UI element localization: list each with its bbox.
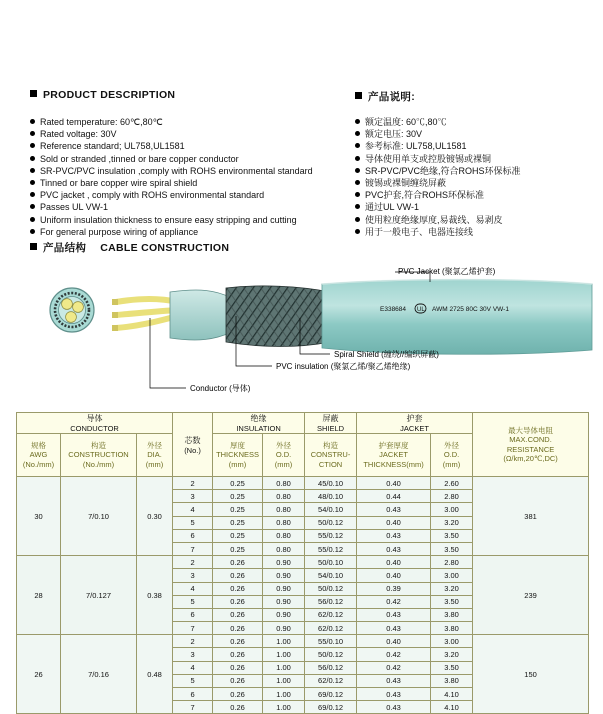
round-bullet-icon [355, 192, 360, 197]
cell-resistance: 381 [473, 477, 589, 556]
cell-jacket-od: 3.20 [431, 648, 473, 661]
round-bullet-icon [30, 143, 35, 148]
cell-ins-thickness: 0.25 [213, 516, 263, 529]
cell-awg: 28 [17, 556, 61, 635]
description-list-en [30, 116, 360, 238]
cell-ins-od: 0.90 [263, 608, 305, 621]
cell-ins-od: 0.80 [263, 477, 305, 490]
cell-jacket-thickness: 0.43 [357, 503, 431, 516]
cell-jacket-od: 3.00 [431, 503, 473, 516]
cell-awg: 30 [17, 477, 61, 556]
cell-cores: 3 [173, 490, 213, 503]
cell-cores: 3 [173, 569, 213, 582]
cell-jacket-od: 3.50 [431, 661, 473, 674]
cell-cores: 2 [173, 477, 213, 490]
cell-jacket-od: 3.20 [431, 582, 473, 595]
list-item: 额定电压: 30V [355, 128, 595, 140]
cell-jacket-thickness: 0.40 [357, 635, 431, 648]
cell-jacket-od: 3.00 [431, 635, 473, 648]
cell-cores: 3 [173, 648, 213, 661]
list-item: 通过UL VW-1 [355, 201, 595, 213]
cell-ins-thickness: 0.25 [213, 477, 263, 490]
round-bullet-icon [30, 192, 35, 197]
cell-shield: 56/0.12 [305, 661, 357, 674]
cell-ins-od: 1.00 [263, 635, 305, 648]
callout-conductor: Conductor (导体) [190, 384, 251, 393]
cell-cores: 5 [173, 595, 213, 608]
group-conductor: 导体 CONDUCTOR [17, 413, 173, 434]
cell-jacket-od: 3.50 [431, 529, 473, 542]
cell-jacket-od: 3.80 [431, 674, 473, 687]
cell-cores: 7 [173, 542, 213, 555]
cell-jacket-thickness: 0.43 [357, 688, 431, 701]
round-bullet-icon [355, 143, 360, 148]
cell-ins-od: 0.80 [263, 503, 305, 516]
column-resistance: 最大导体电阻 MAX.COND. RESISTANCE (Ω/km,20℃,DC) [473, 413, 589, 477]
cell-dia: 0.38 [137, 556, 173, 635]
table-row [17, 477, 589, 490]
square-bullet-icon [30, 90, 37, 97]
cell-ins-thickness: 0.26 [213, 556, 263, 569]
cell-dia: 0.30 [137, 477, 173, 556]
list-item: 使用粒度绝缘厚度,易裁线、易剥皮 [355, 214, 595, 226]
list-item: Sold or stranded ,tinned or bare copper conductor [30, 153, 360, 165]
cell-ins-thickness: 0.26 [213, 595, 263, 608]
table-row [17, 635, 589, 648]
cell-construction: 7/0.10 [61, 477, 137, 556]
round-bullet-icon [30, 229, 35, 234]
cell-ins-thickness: 0.25 [213, 490, 263, 503]
cell-cores: 2 [173, 556, 213, 569]
round-bullet-icon [30, 119, 35, 124]
list-item: Passes UL VW-1 [30, 201, 360, 213]
cell-ins-thickness: 0.26 [213, 622, 263, 635]
cell-jacket-thickness: 0.43 [357, 674, 431, 687]
cell-jacket-od: 3.20 [431, 516, 473, 529]
cell-shield: 69/0.12 [305, 701, 357, 714]
svg-text:E338684: E338684 [380, 306, 407, 313]
column-awg: 规格 AWG (No./mm) [17, 434, 61, 477]
cell-shield: 54/0.10 [305, 503, 357, 516]
cable-construction-diagram [0, 258, 603, 408]
square-bullet-icon [30, 243, 37, 250]
cell-ins-thickness: 0.26 [213, 688, 263, 701]
cell-ins-od: 1.00 [263, 648, 305, 661]
group-shield: 屏蔽 SHIELD [305, 413, 357, 434]
cell-ins-od: 0.90 [263, 556, 305, 569]
cell-cores: 4 [173, 503, 213, 516]
cell-ins-od: 0.80 [263, 529, 305, 542]
cell-cores: 5 [173, 516, 213, 529]
section-header-product-description-cn [355, 89, 415, 104]
cell-jacket-od: 3.80 [431, 622, 473, 635]
round-bullet-icon [355, 180, 360, 185]
section-title-en: PRODUCT DESCRIPTION [43, 89, 176, 101]
cell-jacket-thickness: 0.43 [357, 542, 431, 555]
cell-cores: 4 [173, 661, 213, 674]
cell-resistance: 150 [473, 635, 589, 714]
cell-jacket-od: 4.10 [431, 688, 473, 701]
cell-shield: 56/0.12 [305, 595, 357, 608]
cell-shield: 55/0.10 [305, 635, 357, 648]
cell-ins-thickness: 0.26 [213, 582, 263, 595]
cell-ins-od: 1.00 [263, 688, 305, 701]
callout-spiral-shield: Spiral Shield (缠绕//编织屏蔽) [334, 350, 439, 359]
list-item: SR-PVC/PVC insulation ,comply with ROHS environmental standard [30, 165, 360, 177]
description-list-cn [355, 116, 595, 238]
cell-dia: 0.48 [137, 635, 173, 714]
cell-ins-thickness: 0.25 [213, 529, 263, 542]
cell-construction: 7/0.127 [61, 556, 137, 635]
cell-cores: 7 [173, 622, 213, 635]
column-insulation-thickness: 厚度 THICKNESS (mm) [213, 434, 263, 477]
cell-ins-thickness: 0.26 [213, 701, 263, 714]
list-item: 导体使用单支或控股镀锡或裸铜 [355, 153, 595, 165]
cable-cutaway-svg [0, 258, 603, 408]
specification-table [16, 412, 589, 714]
column-jacket-thickness: 护套厚度 JACKET THICKNESS(mm) [357, 434, 431, 477]
insulation-layer [170, 290, 232, 340]
cell-shield: 69/0.12 [305, 688, 357, 701]
cell-shield: 62/0.12 [305, 674, 357, 687]
cell-shield: 45/0.10 [305, 477, 357, 490]
cell-jacket-thickness: 0.42 [357, 595, 431, 608]
cell-ins-thickness: 0.26 [213, 635, 263, 648]
cell-shield: 62/0.12 [305, 622, 357, 635]
cell-ins-thickness: 0.25 [213, 503, 263, 516]
column-cores: 芯数 (No.) [173, 413, 213, 477]
pvc-jacket-layer [322, 280, 592, 355]
list-item: PVC护套,符合ROHS环保标准 [355, 189, 595, 201]
cell-ins-od: 0.90 [263, 595, 305, 608]
list-item: 镀锡或裸铜缠绕屏蔽 [355, 177, 595, 189]
cell-jacket-od: 3.00 [431, 569, 473, 582]
column-dia: 外径 DIA. (mm) [137, 434, 173, 477]
cell-jacket-thickness: 0.42 [357, 661, 431, 674]
cell-awg: 26 [17, 635, 61, 714]
group-insulation: 绝缘 INSULATION [213, 413, 305, 434]
cell-shield: 55/0.12 [305, 529, 357, 542]
cell-jacket-od: 3.50 [431, 542, 473, 555]
cell-ins-thickness: 0.25 [213, 542, 263, 555]
cell-ins-od: 0.90 [263, 582, 305, 595]
cell-resistance: 239 [473, 556, 589, 635]
cell-shield: 50/0.12 [305, 582, 357, 595]
cell-jacket-thickness: 0.40 [357, 569, 431, 582]
round-bullet-icon [355, 204, 360, 209]
list-item: 额定温度: 60℃,80℃ [355, 116, 595, 128]
list-item: Rated voltage: 30V [30, 128, 360, 140]
cell-jacket-od: 3.80 [431, 608, 473, 621]
cell-ins-thickness: 0.26 [213, 661, 263, 674]
cell-jacket-thickness: 0.42 [357, 648, 431, 661]
round-bullet-icon [30, 217, 35, 222]
cell-ins-od: 1.00 [263, 661, 305, 674]
table-group-header-row [17, 413, 589, 434]
cell-ins-od: 0.90 [263, 622, 305, 635]
list-item: SR-PVC/PVC绝缘,符合ROHS环保标准 [355, 165, 595, 177]
cell-cores: 6 [173, 608, 213, 621]
cell-shield: 48/0.10 [305, 490, 357, 503]
round-bullet-icon [355, 156, 360, 161]
list-item: For general purpose wiring of appliance [30, 226, 360, 238]
round-bullet-icon [30, 156, 35, 161]
round-bullet-icon [355, 217, 360, 222]
list-item: Tinned or bare copper wire spiral shield [30, 177, 360, 189]
cell-construction: 7/0.16 [61, 635, 137, 714]
cell-ins-od: 0.80 [263, 542, 305, 555]
list-item: Rated temperature: 60℃,80℃ [30, 116, 360, 128]
cell-cores: 5 [173, 674, 213, 687]
column-insulation-od: 外径 O.D. (mm) [263, 434, 305, 477]
cell-shield: 55/0.12 [305, 542, 357, 555]
cell-cores: 4 [173, 582, 213, 595]
cell-shield: 62/0.12 [305, 608, 357, 621]
square-bullet-icon [355, 92, 362, 99]
cell-ins-od: 1.00 [263, 674, 305, 687]
list-item: Reference standard; UL758,UL1581 [30, 140, 360, 152]
round-bullet-icon [355, 229, 360, 234]
construction-title-en: CABLE CONSTRUCTION [100, 242, 230, 254]
cell-shield: 50/0.10 [305, 556, 357, 569]
cell-jacket-thickness: 0.44 [357, 490, 431, 503]
callout-pvc-insulation: PVC insulation (聚氯乙烯/聚乙烯绝缘) [276, 362, 411, 371]
cell-jacket-thickness: 0.40 [357, 516, 431, 529]
table-row [17, 556, 589, 569]
cell-ins-thickness: 0.26 [213, 569, 263, 582]
section-title-cn: 产品说明: [368, 91, 415, 103]
cell-ins-od: 0.90 [263, 569, 305, 582]
cell-shield: 50/0.12 [305, 516, 357, 529]
spiral-shield-overlay [226, 286, 330, 347]
conductor-wires [112, 299, 178, 331]
round-bullet-icon [30, 204, 35, 209]
round-bullet-icon [355, 168, 360, 173]
list-item: 参考标准: UL758,UL1581 [355, 140, 595, 152]
round-bullet-icon [30, 168, 35, 173]
cell-ins-thickness: 0.26 [213, 674, 263, 687]
column-construction: 构造 CONSTRUCTION (No./mm) [61, 434, 137, 477]
construction-title-cn: 产品结构 [43, 242, 87, 254]
cell-shield: 54/0.10 [305, 569, 357, 582]
cell-cores: 6 [173, 529, 213, 542]
cell-jacket-thickness: 0.39 [357, 582, 431, 595]
cell-shield: 50/0.12 [305, 648, 357, 661]
svg-text:UL: UL [417, 307, 425, 313]
callout-pvc-jacket: PVC Jacket (聚氯乙烯护套) [398, 267, 496, 276]
cell-ins-od: 0.80 [263, 516, 305, 529]
cell-jacket-od: 3.50 [431, 595, 473, 608]
cell-jacket-thickness: 0.43 [357, 608, 431, 621]
cell-jacket-od: 2.80 [431, 490, 473, 503]
round-bullet-icon [355, 119, 360, 124]
section-header-product-description-en [30, 89, 175, 101]
cross-section-view [50, 288, 94, 332]
jacket-marking [380, 304, 509, 313]
column-shield-construction: 构造 CONSTRU- CTION [305, 434, 357, 477]
cell-jacket-thickness: 0.43 [357, 529, 431, 542]
round-bullet-icon [355, 131, 360, 136]
column-jacket-od: 外径 O.D. (mm) [431, 434, 473, 477]
cell-jacket-thickness: 0.40 [357, 477, 431, 490]
list-item: PVC jacket , comply with ROHS environmental standard [30, 189, 360, 201]
group-jacket: 护套 JACKET [357, 413, 473, 434]
cell-ins-thickness: 0.26 [213, 648, 263, 661]
cell-jacket-thickness: 0.43 [357, 622, 431, 635]
svg-text:AWM 2725 80C 30V VW-1: AWM 2725 80C 30V VW-1 [432, 306, 509, 313]
section-header-cable-construction [30, 240, 229, 255]
cell-jacket-thickness: 0.40 [357, 556, 431, 569]
cell-cores: 6 [173, 688, 213, 701]
cell-jacket-od: 2.60 [431, 477, 473, 490]
cell-jacket-od: 2.80 [431, 556, 473, 569]
cell-ins-od: 0.80 [263, 490, 305, 503]
cell-jacket-od: 4.10 [431, 701, 473, 714]
cell-ins-thickness: 0.26 [213, 608, 263, 621]
cell-jacket-thickness: 0.43 [357, 701, 431, 714]
round-bullet-icon [30, 180, 35, 185]
cell-cores: 7 [173, 701, 213, 714]
list-item: Uniform insulation thickness to ensure easy stripping and cutting [30, 214, 360, 226]
cell-ins-od: 1.00 [263, 701, 305, 714]
list-item: 用于一般电子、电器连接线 [355, 226, 595, 238]
round-bullet-icon [30, 131, 35, 136]
cell-cores: 2 [173, 635, 213, 648]
